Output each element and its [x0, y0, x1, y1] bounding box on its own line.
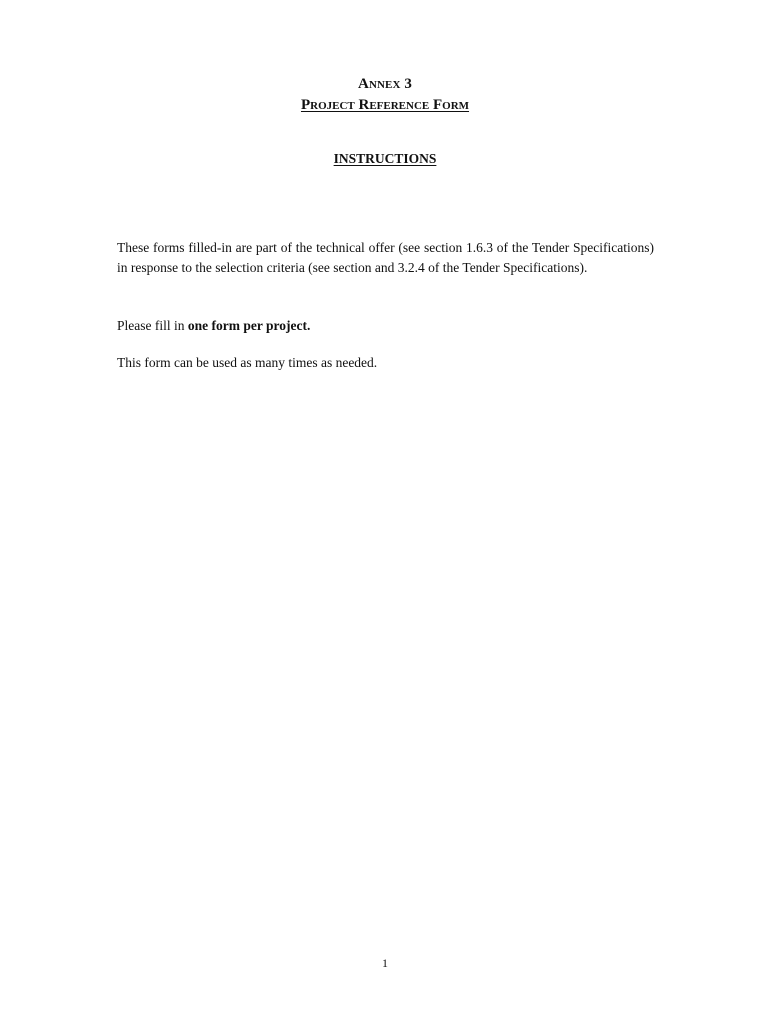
instructions-heading-text: INSTRUCTIONS: [333, 151, 437, 166]
instructions-paragraph-one-form: [117, 316, 654, 337]
instructions-paragraph-one-form-emphasis: one form per project.: [187, 317, 311, 333]
page-number: 1: [382, 956, 388, 970]
instructions-paragraph-offer: These forms filled-in are part of the technical offer (see section 1.6.3 of the Tender Specifications) in response to the selection criteria (see section and 3.2.4 of the Tender Specifications).: [117, 239, 654, 275]
instructions-paragraph-reuse: This form can be used as many times as needed.: [117, 354, 378, 370]
instructions-heading: [0, 151, 770, 167]
form-title: [0, 97, 770, 114]
annex-title: Annex 3: [358, 76, 412, 92]
form-title-text: Project Reference Form: [300, 97, 470, 113]
instructions-paragraph-one-form-prefix: Please fill in: [117, 317, 188, 333]
